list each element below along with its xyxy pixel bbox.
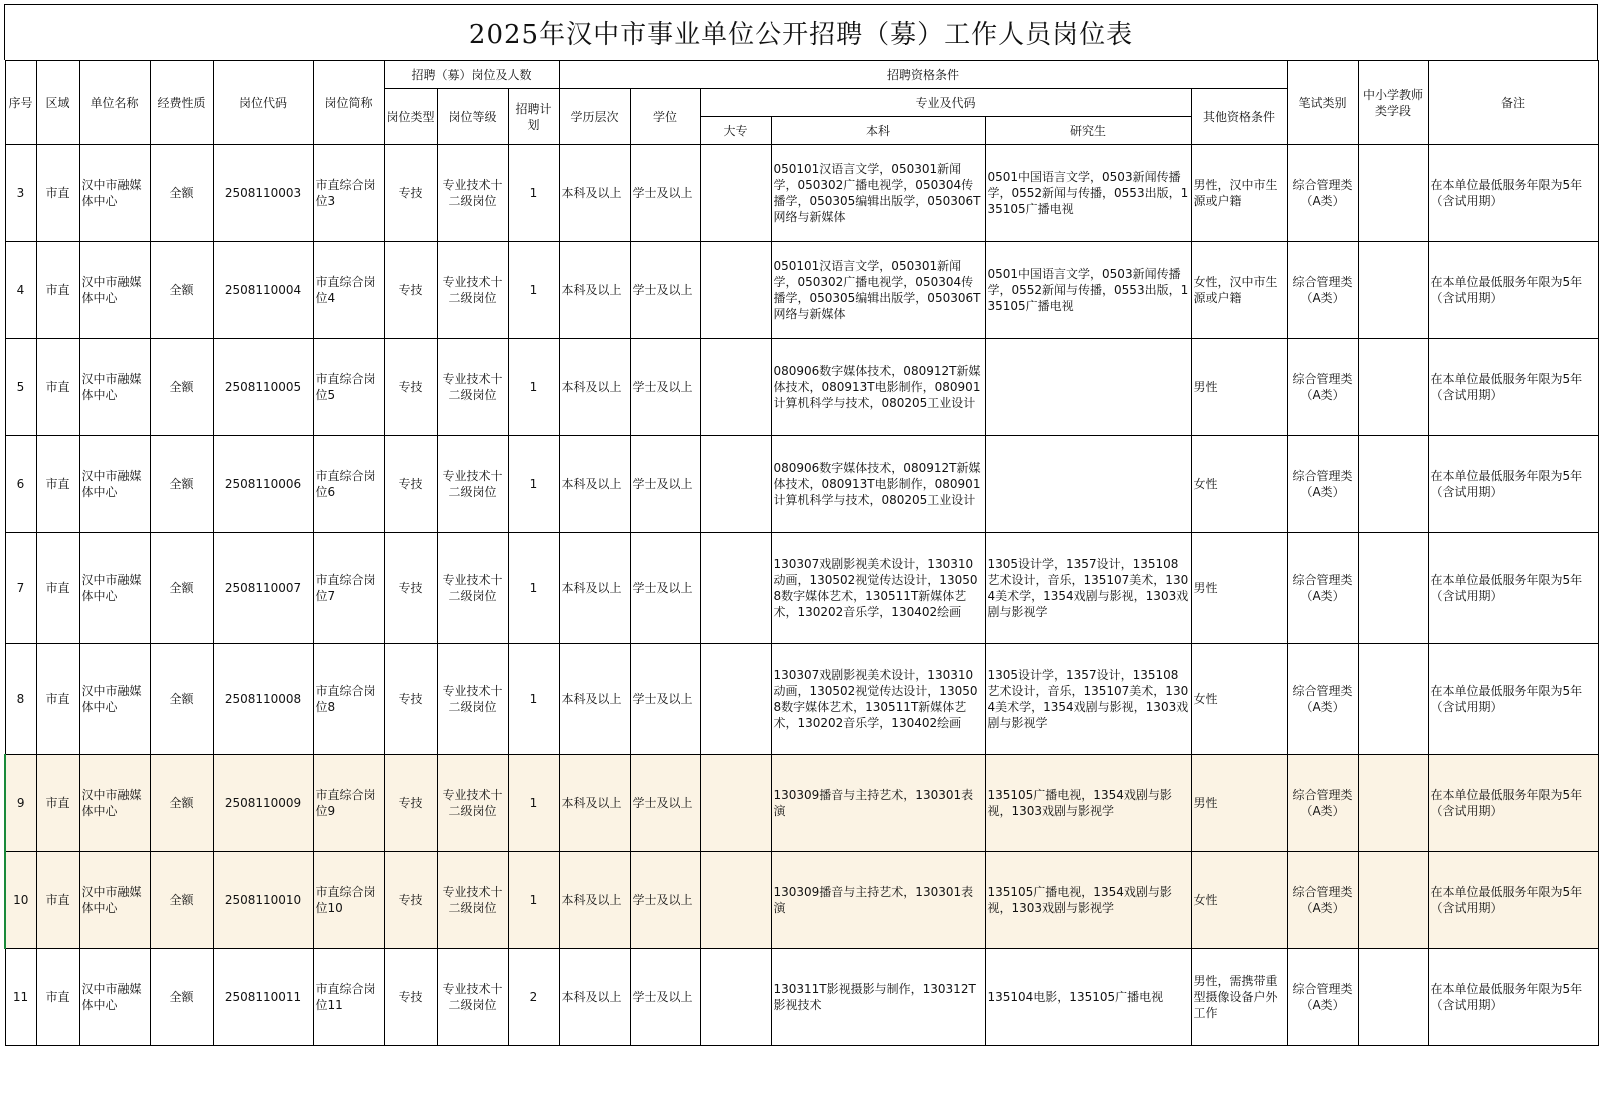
- cell-unit[interactable]: 汉中市融媒体中心: [79, 852, 150, 949]
- cell-post-level[interactable]: 专业技术十二级岗位: [437, 852, 508, 949]
- cell-funding[interactable]: 全额: [150, 242, 213, 339]
- cell-region[interactable]: 市直: [36, 436, 79, 533]
- cell-post-level[interactable]: 专业技术十二级岗位: [437, 436, 508, 533]
- cell-edu[interactable]: 本科及以上: [559, 436, 630, 533]
- cell-unit[interactable]: 汉中市融媒体中心: [79, 436, 150, 533]
- table-row: [5, 852, 1598, 949]
- cell-post-type[interactable]: 专技: [384, 852, 437, 949]
- header-post-type: 岗位类型: [384, 89, 437, 145]
- cell-college[interactable]: [700, 949, 771, 1046]
- cell-college[interactable]: [700, 852, 771, 949]
- cell-post-type[interactable]: 专技: [384, 436, 437, 533]
- cell-teacher[interactable]: [1358, 949, 1428, 1046]
- cell-remark[interactable]: 在本单位最低服务年限为5年（含试用期）: [1428, 242, 1598, 339]
- cell-grad[interactable]: [985, 339, 1191, 436]
- cell-undergrad[interactable]: 050101汉语言文学，050301新闻学，050302广播电视学，050304传播学，050305编辑出版学，050306T网络与新媒体: [771, 242, 985, 339]
- cell-remark[interactable]: 在本单位最低服务年限为5年（含试用期）: [1428, 339, 1598, 436]
- cell-code[interactable]: 2508110004: [213, 242, 313, 339]
- cell-exam[interactable]: 综合管理类（A类）: [1287, 145, 1358, 242]
- header-funding: 经费性质: [150, 61, 213, 145]
- cell-teacher[interactable]: [1358, 852, 1428, 949]
- cell-region[interactable]: 市直: [36, 339, 79, 436]
- cell-other[interactable]: 女性: [1191, 852, 1287, 949]
- cell-degree[interactable]: 学士及以上: [630, 533, 700, 644]
- table-row: [5, 644, 1598, 755]
- cell-post-type[interactable]: 专技: [384, 339, 437, 436]
- cell-teacher[interactable]: [1358, 436, 1428, 533]
- cell-code[interactable]: 2508110011: [213, 949, 313, 1046]
- cell-post-type[interactable]: 专技: [384, 533, 437, 644]
- table-row: [5, 533, 1598, 644]
- cell-degree[interactable]: 学士及以上: [630, 949, 700, 1046]
- header-region: 区域: [36, 61, 79, 145]
- cell-unit[interactable]: 汉中市融媒体中心: [79, 242, 150, 339]
- cell-post-type[interactable]: 专技: [384, 145, 437, 242]
- cell-grad[interactable]: 0501中国语言文学，0503新闻传播学，0552新闻与传播，0553出版，135105广播电视: [985, 242, 1191, 339]
- cell-funding[interactable]: 全额: [150, 852, 213, 949]
- cell-edu[interactable]: 本科及以上: [559, 755, 630, 852]
- cell-code[interactable]: 2508110005: [213, 339, 313, 436]
- cell-exam[interactable]: 综合管理类（A类）: [1287, 242, 1358, 339]
- cell-funding[interactable]: 全额: [150, 755, 213, 852]
- header-exam: 笔试类别: [1287, 61, 1358, 145]
- cell-short[interactable]: 市直综合岗位10: [313, 852, 384, 949]
- cell-seq[interactable]: 9: [5, 755, 36, 852]
- cell-plan[interactable]: 2: [508, 949, 559, 1046]
- cell-undergrad[interactable]: 130309播音与主持艺术，130301表演: [771, 852, 985, 949]
- cell-college[interactable]: [700, 755, 771, 852]
- cell-college[interactable]: [700, 644, 771, 755]
- cell-grad[interactable]: 135104电影，135105广播电视: [985, 949, 1191, 1046]
- cell-other[interactable]: 男性: [1191, 533, 1287, 644]
- table-row: [5, 949, 1598, 1046]
- table-row: [5, 436, 1598, 533]
- cell-exam[interactable]: 综合管理类（A类）: [1287, 949, 1358, 1046]
- cell-region[interactable]: 市直: [36, 145, 79, 242]
- header-group-qual: 招聘资格条件: [559, 61, 1287, 89]
- cell-degree[interactable]: 学士及以上: [630, 436, 700, 533]
- cell-plan[interactable]: 1: [508, 242, 559, 339]
- cell-college[interactable]: [700, 145, 771, 242]
- header-short: 岗位简称: [313, 61, 384, 145]
- cell-degree[interactable]: 学士及以上: [630, 644, 700, 755]
- cell-code[interactable]: 2508110006: [213, 436, 313, 533]
- cell-remark[interactable]: 在本单位最低服务年限为5年（含试用期）: [1428, 436, 1598, 533]
- cell-grad[interactable]: 135105广播电视，1354戏剧与影视，1303戏剧与影视学: [985, 755, 1191, 852]
- cell-plan[interactable]: 1: [508, 852, 559, 949]
- cell-seq[interactable]: 7: [5, 533, 36, 644]
- cell-exam[interactable]: 综合管理类（A类）: [1287, 436, 1358, 533]
- cell-short[interactable]: 市直综合岗位3: [313, 145, 384, 242]
- cell-plan[interactable]: 1: [508, 644, 559, 755]
- cell-grad[interactable]: 0501中国语言文学，0503新闻传播学，0552新闻与传播，0553出版，135105广播电视: [985, 145, 1191, 242]
- cell-edu[interactable]: 本科及以上: [559, 644, 630, 755]
- cell-post-level[interactable]: 专业技术十二级岗位: [437, 242, 508, 339]
- spreadsheet: [4, 4, 1598, 1046]
- cell-unit[interactable]: 汉中市融媒体中心: [79, 755, 150, 852]
- cell-unit[interactable]: 汉中市融媒体中心: [79, 949, 150, 1046]
- cell-college[interactable]: [700, 436, 771, 533]
- cell-short[interactable]: 市直综合岗位5: [313, 339, 384, 436]
- cell-edu[interactable]: 本科及以上: [559, 339, 630, 436]
- cell-plan[interactable]: 1: [508, 533, 559, 644]
- header-undergrad: 本科: [771, 117, 985, 145]
- cell-code[interactable]: 2508110010: [213, 852, 313, 949]
- cell-region[interactable]: 市直: [36, 852, 79, 949]
- cell-teacher[interactable]: [1358, 145, 1428, 242]
- table-row: [5, 145, 1598, 242]
- header-edu: 学历层次: [559, 89, 630, 145]
- cell-grad[interactable]: 1305设计学，1357设计，135108艺术设计，音乐，135107美术，1304美术学，1354戏剧与影视，1303戏剧与影视学: [985, 533, 1191, 644]
- cell-other[interactable]: 男性，需携带重型摄像设备户外工作: [1191, 949, 1287, 1046]
- cell-plan[interactable]: 1: [508, 339, 559, 436]
- cell-unit[interactable]: 汉中市融媒体中心: [79, 533, 150, 644]
- header-code: 岗位代码: [213, 61, 313, 145]
- cell-college[interactable]: [700, 533, 771, 644]
- cell-remark[interactable]: 在本单位最低服务年限为5年（含试用期）: [1428, 949, 1598, 1046]
- table-row: [5, 339, 1598, 436]
- table-row: [5, 755, 1598, 852]
- cell-edu[interactable]: 本科及以上: [559, 242, 630, 339]
- cell-post-level[interactable]: 专业技术十二级岗位: [437, 145, 508, 242]
- cell-plan[interactable]: 1: [508, 145, 559, 242]
- cell-post-level[interactable]: 专业技术十二级岗位: [437, 644, 508, 755]
- cell-teacher[interactable]: [1358, 242, 1428, 339]
- cell-other[interactable]: 女性: [1191, 644, 1287, 755]
- header-post-level: 岗位等级: [437, 89, 508, 145]
- cell-college[interactable]: [700, 339, 771, 436]
- cell-funding[interactable]: 全额: [150, 436, 213, 533]
- cell-degree[interactable]: 学士及以上: [630, 145, 700, 242]
- cell-code[interactable]: 2508110009: [213, 755, 313, 852]
- cell-seq[interactable]: 10: [5, 852, 36, 949]
- cell-funding[interactable]: 全额: [150, 339, 213, 436]
- cell-remark[interactable]: 在本单位最低服务年限为5年（含试用期）: [1428, 145, 1598, 242]
- cell-post-level[interactable]: 专业技术十二级岗位: [437, 949, 508, 1046]
- cell-short[interactable]: 市直综合岗位11: [313, 949, 384, 1046]
- cell-edu[interactable]: 本科及以上: [559, 145, 630, 242]
- cell-code[interactable]: 2508110007: [213, 533, 313, 644]
- cell-funding[interactable]: 全额: [150, 533, 213, 644]
- cell-other[interactable]: 男性: [1191, 755, 1287, 852]
- cell-short[interactable]: 市直综合岗位8: [313, 644, 384, 755]
- cell-plan[interactable]: 1: [508, 436, 559, 533]
- cell-code[interactable]: 2508110008: [213, 644, 313, 755]
- header-group-major: 专业及代码: [700, 89, 1191, 117]
- cell-teacher[interactable]: [1358, 339, 1428, 436]
- cell-exam[interactable]: 综合管理类（A类）: [1287, 755, 1358, 852]
- cell-exam[interactable]: 综合管理类（A类）: [1287, 533, 1358, 644]
- cell-short[interactable]: 市直综合岗位9: [313, 755, 384, 852]
- cell-seq[interactable]: 4: [5, 242, 36, 339]
- cell-funding[interactable]: 全额: [150, 949, 213, 1046]
- cell-seq[interactable]: 8: [5, 644, 36, 755]
- table-row: [5, 242, 1598, 339]
- cell-remark[interactable]: 在本单位最低服务年限为5年（含试用期）: [1428, 755, 1598, 852]
- cell-post-type[interactable]: 专技: [384, 949, 437, 1046]
- header-grad: 研究生: [985, 117, 1191, 145]
- cell-undergrad[interactable]: 080906数字媒体技术，080912T新媒体技术，080913T电影制作，080901计算机科学与技术，080205工业设计: [771, 339, 985, 436]
- header-group-post: 招聘（募）岗位及人数: [384, 61, 559, 89]
- cell-post-type[interactable]: 专技: [384, 644, 437, 755]
- cell-region[interactable]: 市直: [36, 242, 79, 339]
- cell-grad[interactable]: [985, 436, 1191, 533]
- header-plan: 招聘计划: [508, 89, 559, 145]
- cell-post-type[interactable]: 专技: [384, 755, 437, 852]
- cell-code[interactable]: 2508110003: [213, 145, 313, 242]
- cell-seq[interactable]: 6: [5, 436, 36, 533]
- cell-exam[interactable]: 综合管理类（A类）: [1287, 852, 1358, 949]
- cell-teacher[interactable]: [1358, 755, 1428, 852]
- cell-post-level[interactable]: 专业技术十二级岗位: [437, 339, 508, 436]
- cell-region[interactable]: 市直: [36, 644, 79, 755]
- cell-remark[interactable]: 在本单位最低服务年限为5年（含试用期）: [1428, 533, 1598, 644]
- cell-post-level[interactable]: 专业技术十二级岗位: [437, 533, 508, 644]
- cell-short[interactable]: 市直综合岗位6: [313, 436, 384, 533]
- cell-plan[interactable]: 1: [508, 755, 559, 852]
- cell-undergrad[interactable]: 130307戏剧影视美术设计，130310动画，130502视觉传达设计，130508数字媒体艺术，130511T新媒体艺术，130202音乐学，130402绘画: [771, 644, 985, 755]
- cell-degree[interactable]: 学士及以上: [630, 242, 700, 339]
- cell-degree[interactable]: 学士及以上: [630, 755, 700, 852]
- cell-seq[interactable]: 3: [5, 145, 36, 242]
- cell-edu[interactable]: 本科及以上: [559, 949, 630, 1046]
- cell-edu[interactable]: 本科及以上: [559, 852, 630, 949]
- cell-seq[interactable]: 5: [5, 339, 36, 436]
- cell-region[interactable]: 市直: [36, 755, 79, 852]
- cell-undergrad[interactable]: 130309播音与主持艺术，130301表演: [771, 755, 985, 852]
- cell-other[interactable]: 男性，汉中市生源或户籍: [1191, 145, 1287, 242]
- cell-grad[interactable]: 135105广播电视，1354戏剧与影视，1303戏剧与影视学: [985, 852, 1191, 949]
- cell-remark[interactable]: 在本单位最低服务年限为5年（含试用期）: [1428, 644, 1598, 755]
- cell-seq[interactable]: 11: [5, 949, 36, 1046]
- cell-funding[interactable]: 全额: [150, 145, 213, 242]
- cell-undergrad[interactable]: 050101汉语言文学，050301新闻学，050302广播电视学，050304传播学，050305编辑出版学，050306T网络与新媒体: [771, 145, 985, 242]
- cell-other[interactable]: 男性: [1191, 339, 1287, 436]
- cell-teacher[interactable]: [1358, 533, 1428, 644]
- cell-other[interactable]: 女性: [1191, 436, 1287, 533]
- header-unit: 单位名称: [79, 61, 150, 145]
- header-degree: 学位: [630, 89, 700, 145]
- cell-post-level[interactable]: 专业技术十二级岗位: [437, 755, 508, 852]
- header-seq: 序号: [5, 61, 36, 145]
- cell-grad[interactable]: 1305设计学，1357设计，135108艺术设计，音乐，135107美术，1304美术学，1354戏剧与影视，1303戏剧与影视学: [985, 644, 1191, 755]
- cell-edu[interactable]: 本科及以上: [559, 533, 630, 644]
- cell-exam[interactable]: 综合管理类（A类）: [1287, 644, 1358, 755]
- cell-undergrad[interactable]: 080906数字媒体技术，080912T新媒体技术，080913T电影制作，080901计算机科学与技术，080205工业设计: [771, 436, 985, 533]
- cell-funding[interactable]: 全额: [150, 644, 213, 755]
- cell-degree[interactable]: 学士及以上: [630, 339, 700, 436]
- header-college: 大专: [700, 117, 771, 145]
- cell-region[interactable]: 市直: [36, 949, 79, 1046]
- cell-short[interactable]: 市直综合岗位7: [313, 533, 384, 644]
- cell-other[interactable]: 女性，汉中市生源或户籍: [1191, 242, 1287, 339]
- cell-teacher[interactable]: [1358, 644, 1428, 755]
- cell-post-type[interactable]: 专技: [384, 242, 437, 339]
- cell-unit[interactable]: 汉中市融媒体中心: [79, 145, 150, 242]
- cell-short[interactable]: 市直综合岗位4: [313, 242, 384, 339]
- cell-unit[interactable]: 汉中市融媒体中心: [79, 644, 150, 755]
- cell-undergrad[interactable]: 130311T影视摄影与制作，130312T影视技术: [771, 949, 985, 1046]
- page-title: 2025年汉中市事业单位公开招聘（募）工作人员岗位表: [4, 4, 1598, 60]
- cell-unit[interactable]: 汉中市融媒体中心: [79, 339, 150, 436]
- cell-region[interactable]: 市直: [36, 533, 79, 644]
- positions-table: [4, 60, 1599, 1046]
- cell-remark[interactable]: 在本单位最低服务年限为5年（含试用期）: [1428, 852, 1598, 949]
- header-other: 其他资格条件: [1191, 89, 1287, 145]
- cell-undergrad[interactable]: 130307戏剧影视美术设计，130310动画，130502视觉传达设计，130508数字媒体艺术，130511T新媒体艺术，130202音乐学，130402绘画: [771, 533, 985, 644]
- header-remark: 备注: [1428, 61, 1598, 145]
- cell-exam[interactable]: 综合管理类（A类）: [1287, 339, 1358, 436]
- header-teacher: 中小学教师类学段: [1358, 61, 1428, 145]
- cell-college[interactable]: [700, 242, 771, 339]
- cell-degree[interactable]: 学士及以上: [630, 852, 700, 949]
